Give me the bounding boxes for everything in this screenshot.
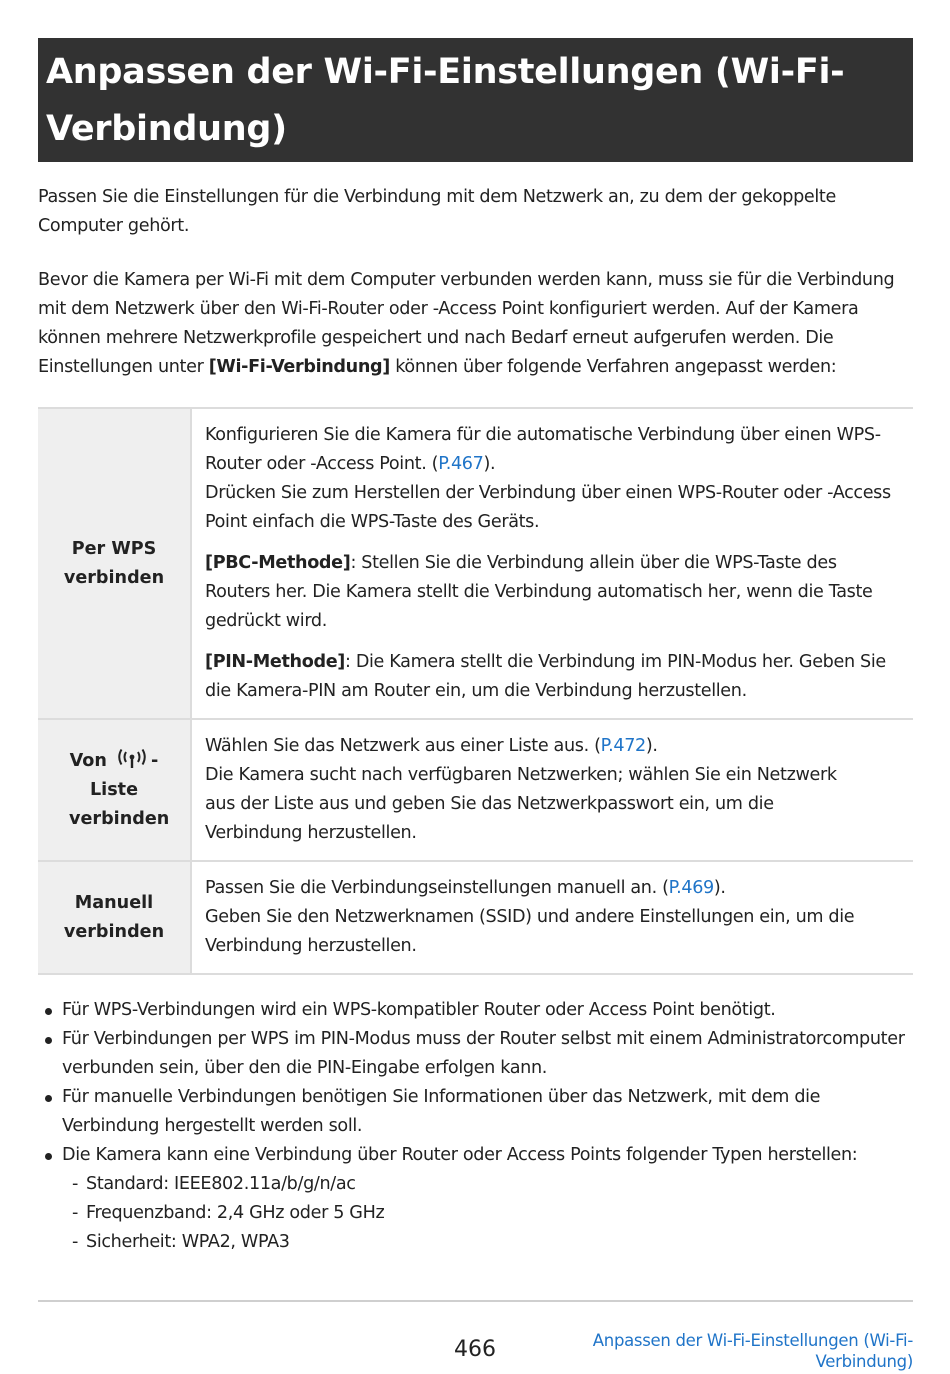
procedure-text-before: Bevor die Kamera per Wi-Fi mit dem Computer verbunden werden kann, muss sie für die Verbindung mit dem Netzwerk über den Wi-Fi-Router oder -Access Point konfiguriert werden. Auf der Kamera können mehrere Netzwerkprofile gespeichert und nach Bedarf erneut aufgerufen werden. Die Einstellungen unter: [38, 270, 895, 377]
row-label-manual: Manuell verbinden: [38, 861, 191, 974]
page-title: Anpassen der Wi-Fi-Einstellungen (Wi-Fi-Verbindung): [46, 52, 845, 149]
notes-list: [38, 996, 913, 1257]
wps-desc-text: Konfigurieren Sie die Kamera für die automatische Verbindung über einen WPS-Router oder -Access Point. (: [205, 425, 881, 474]
procedure-text-after: können über folgende Verfahren angepasst werden:: [389, 357, 837, 377]
pin-method-desc: : Die Kamera stellt die Verbindung im PIN-Modus her. Geben Sie die Kamera-PIN am Router ein, um die Verbindung herzustellen.: [205, 652, 886, 701]
list-item: Für Verbindungen per WPS im PIN-Modus muss der Router selbst mit einem Administratorcomputer verbunden sein, über den die PIN-Eingabe erfolgen kann.: [38, 1025, 913, 1083]
wifi-antenna-icon: [113, 749, 151, 769]
pin-method-label: [PIN-Methode]: [205, 652, 345, 672]
manual-desc-close: ).: [713, 878, 726, 898]
wps-desc-line1: [205, 421, 903, 479]
pbc-method-text: [205, 549, 903, 636]
list-desc-line2: Die Kamera sucht nach verfügbaren Netzwerken; wählen Sie ein Netzwerk aus der Liste aus und geben Sie das Netzwerkpasswort ein, um die Verbindung herzustellen.: [205, 765, 837, 843]
manual-desc-line2: Geben Sie den Netzwerknamen (SSID) und andere Einstellungen ein, um die Verbindung herzustellen.: [205, 907, 855, 956]
manual-desc-line1: [205, 874, 903, 903]
page-link-472[interactable]: P.472: [600, 736, 646, 756]
pbc-method-desc: : Stellen Sie die Verbindung allein über die WPS-Taste des Routers her. Die Kamera stellt die Verbindung automatisch her, wenn die Taste gedrückt wird.: [205, 553, 873, 631]
table-row: [38, 861, 913, 974]
list-desc-line1: [205, 732, 903, 761]
pin-method-text: [205, 648, 903, 706]
pbc-method-label: [PBC-Methode]: [205, 553, 351, 573]
list-item: Für WPS-Verbindungen wird ein WPS-kompatibler Router oder Access Point benötigt.: [38, 996, 913, 1025]
footer-divider: [38, 1300, 913, 1302]
section-link[interactable]: Anpassen der Wi-Fi-Einstellungen (Wi-Fi-Verbindung): [592, 1331, 913, 1371]
page-link-467[interactable]: P.467: [438, 454, 484, 474]
connection-methods-table: [38, 407, 913, 975]
list-label-rest: Liste verbinden: [69, 779, 170, 829]
sub-list: [62, 1170, 913, 1257]
row-label-list: [38, 719, 191, 861]
row-desc-list: [191, 719, 913, 861]
row-desc-wps: [191, 408, 913, 719]
page-number: 466: [454, 1337, 496, 1362]
list-label-suffix: -: [151, 750, 159, 771]
list-label-prefix: Von: [69, 750, 107, 771]
camera-types-note: Die Kamera kann eine Verbindung über Router oder Access Points folgender Typen herstellen:: [62, 1145, 858, 1165]
list-item: [38, 1141, 913, 1257]
page-link-469[interactable]: P.469: [668, 878, 714, 898]
table-row: [38, 408, 913, 719]
sub-list-item: - Sicherheit: WPA2, WPA3: [72, 1228, 913, 1257]
intro-paragraph: Passen Sie die Einstellungen für die Verbindung mit dem Netzwerk an, zu dem der gekoppelte Computer gehört.: [38, 187, 836, 236]
list-desc-text: Wählen Sie das Netzwerk aus einer Liste aus. (: [205, 736, 601, 756]
title-bar: [38, 38, 913, 162]
wps-desc-close: ).: [483, 454, 496, 474]
list-item: Für manuelle Verbindungen benötigen Sie Informationen über das Netzwerk, mit dem die Verbindung hergestellt werden soll.: [38, 1083, 913, 1141]
wifi-connection-menu-ref: [Wi-Fi-Verbindung]: [208, 357, 390, 377]
table-row: [38, 719, 913, 861]
sub-list-item: - Frequenzband: 2,4 GHz oder 5 GHz: [72, 1199, 913, 1228]
row-desc-manual: [191, 861, 913, 974]
sub-list-item: - Standard: IEEE802.11a/b/g/n/ac: [72, 1170, 913, 1199]
manual-desc-text: Passen Sie die Verbindungseinstellungen manuell an. (: [205, 878, 669, 898]
wps-desc-line2: Drücken Sie zum Herstellen der Verbindung über einen WPS-Router oder -Access Point einfach die WPS-Taste des Geräts.: [205, 483, 891, 532]
row-label-wps: Per WPS verbinden: [38, 408, 191, 719]
procedure-paragraph: [38, 266, 913, 382]
list-desc-close: ).: [645, 736, 658, 756]
